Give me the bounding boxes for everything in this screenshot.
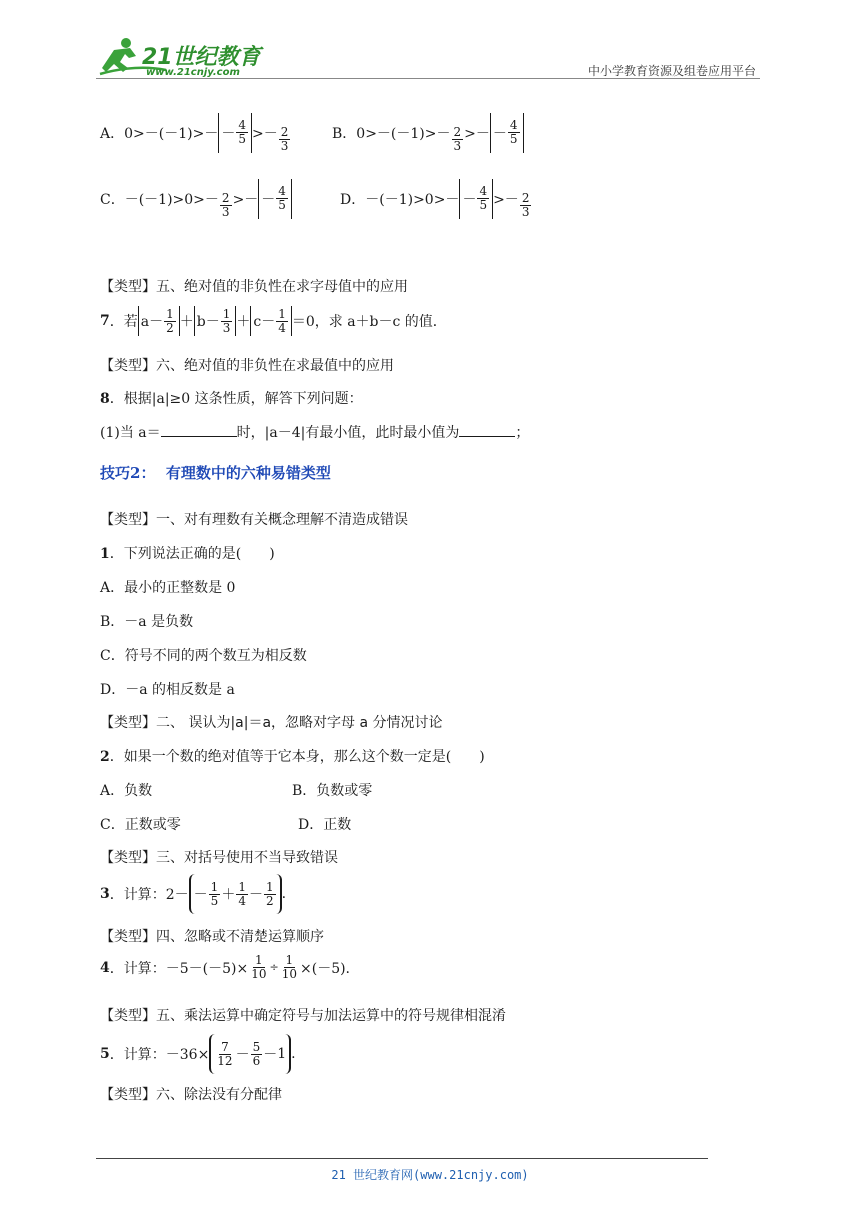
option-a: A． 0>－(－1)>－ － $\frac{4}{5}$ >－ $\frac{2}{3}$: [100, 112, 291, 153]
category-heading: 【类型】五、乘法运算中确定符号与加法运算中的符号规律相混淆: [100, 1008, 506, 1024]
option-item: B．负数或零: [292, 783, 373, 799]
question-7: 7 ．若 a－ $\frac{1}{2}$ ＋ b－ $\frac{1}{3}$ ＋ c－ $\frac{1}{4}$ ＝0，求 a＋b－c 的值．: [100, 306, 447, 335]
question-number: 5: [100, 1046, 110, 1062]
answer-blank[interactable]: [459, 424, 515, 437]
error-question-5: 5 ．计算：－36× $\frac{7}{12}$ － $\frac{5}{6}$ － 1 .: [100, 1034, 296, 1074]
category-heading: 【类型】三、对括号使用不当导致错误: [100, 850, 338, 866]
error-question-1: 1．下列说法正确的是( ): [100, 546, 275, 562]
category-heading: 【类型】一、对有理数有关概念理解不清造成错误: [100, 512, 408, 528]
option-b-label: B．: [332, 125, 357, 142]
option-item: D．正数: [298, 817, 352, 833]
option-d-label: D．: [340, 191, 366, 208]
answer-blank[interactable]: [161, 424, 237, 437]
question-number: 3: [100, 886, 110, 902]
option-c-expr: －(－1)>0>－: [124, 191, 219, 208]
parenthesis: － $\frac{1}{5}$ ＋ $\frac{1}{4}$ － $\frac{1}{2}$: [189, 874, 282, 914]
logo-text: 21世纪教育: [142, 45, 261, 70]
category-heading: 【类型】二、 误认为|a|＝a，忽略对字母 a 分情况讨论: [100, 715, 443, 731]
parenthesis: $\frac{7}{12}$ － $\frac{5}{6}$ － 1: [209, 1034, 291, 1074]
error-question-3: 3 ．计算：2－ － $\frac{1}{5}$ ＋ $\frac{1}{4}$ － $\frac{1}{2}$ .: [100, 874, 286, 914]
option-a-label: A．: [100, 125, 125, 142]
question-number: 1: [100, 546, 110, 562]
option-item: A．负数: [100, 783, 153, 799]
site-logo: [96, 34, 266, 80]
category-heading: 【类型】四、忽略或不清楚运算顺序: [100, 929, 324, 945]
abs-value-bracket: － $\frac{4}{5}$: [258, 179, 292, 219]
option-item: C．符号不同的两个数互为相反数: [100, 648, 307, 664]
question-8-sub1: (1)当 a＝ 时，|a－4|有最小值，此时最小值为 ；: [100, 425, 530, 441]
abs-value-bracket: － $\frac{4}{5}$: [218, 113, 252, 153]
section-title: 技巧2： 有理数中的六种易错类型: [100, 464, 331, 482]
question-number: 7: [100, 313, 110, 329]
abs-value-bracket: － $\frac{4}{5}$: [459, 179, 493, 219]
option-item: A．最小的正整数是 0: [100, 580, 236, 596]
header-divider: [96, 78, 760, 79]
error-question-4: 4 ．计算：－5－(－5)× $\frac{1}{10}$ ÷ $\frac{1}{10}$ ×(－5).: [100, 953, 351, 981]
category-heading: 【类型】六、绝对值的非负性在求最值中的应用: [100, 358, 394, 374]
option-d-expr: －(－1)>0>－: [365, 191, 460, 208]
option-c: C． －(－1)>0>－ $\frac{2}{3}$ >－ － $\frac{4}{5}$: [100, 178, 292, 219]
option-a-expr: 0>－(－1)>－: [124, 125, 219, 142]
option-b-expr: 0>－(－1)>－: [356, 125, 451, 142]
category-heading: 【类型】六、除法没有分配律: [100, 1087, 282, 1103]
option-b: B． 0>－(－1)>－ $\frac{2}{3}$ >－ － $\frac{4}{5}$: [332, 112, 524, 153]
error-question-2: 2．如果一个数的绝对值等于它本身，那么这个数一定是( ): [100, 749, 485, 765]
question-number: 2: [100, 749, 110, 765]
option-d: D． －(－1)>0>－ － $\frac{4}{5}$ >－ $\frac{2}{3}$: [340, 178, 532, 219]
abs-value-bracket: － $\frac{4}{5}$: [490, 113, 524, 153]
option-item: D．－a 的相反数是 a: [100, 682, 235, 698]
footer-text: 21 世纪教育网(www.21cnjy.com): [331, 1168, 529, 1182]
category-heading: 【类型】五、绝对值的非负性在求字母值中的应用: [100, 279, 408, 295]
option-item: C．正数或零: [100, 817, 181, 833]
header-platform-name: 中小学教育资源及组卷应用平台: [587, 64, 756, 78]
question-number: 4: [100, 959, 110, 976]
question-number: 8: [100, 391, 110, 407]
footer-divider: [96, 1158, 708, 1159]
question-8: 8．根据|a|≥0 这条性质，解答下列问题：: [100, 391, 363, 407]
option-c-label: C．: [100, 191, 125, 208]
logo-url: www.21cnjy.com: [146, 67, 240, 78]
option-item: B．－a 是负数: [100, 614, 194, 630]
